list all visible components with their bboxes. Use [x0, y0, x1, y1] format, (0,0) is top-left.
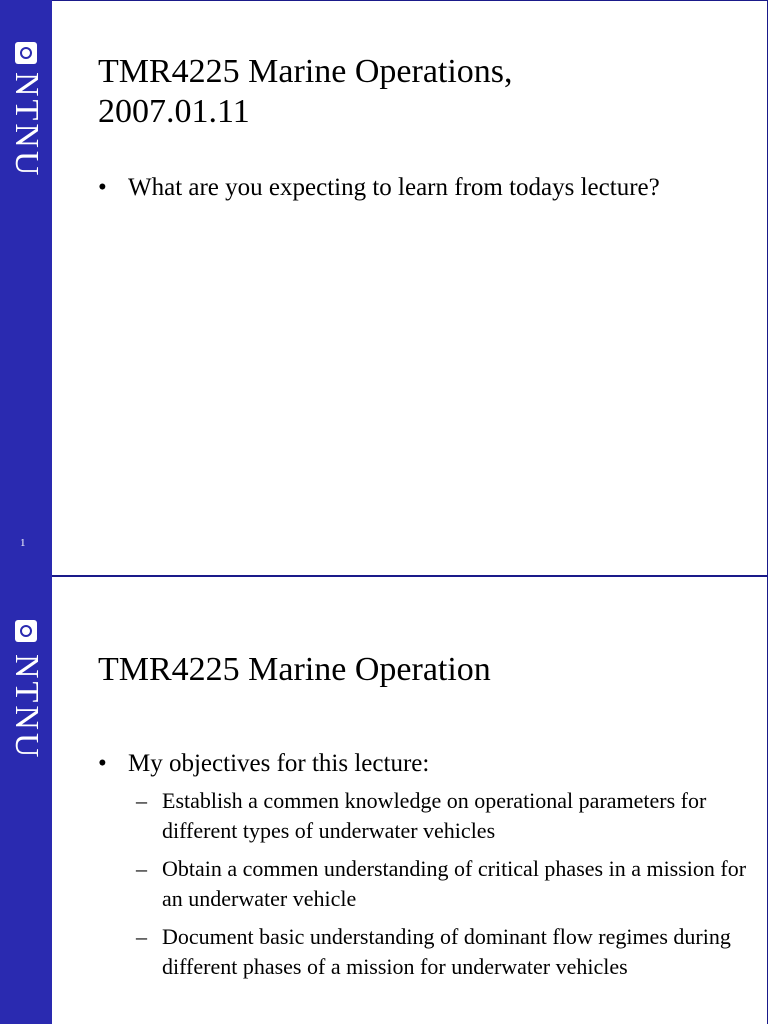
ntnu-side-bar [0, 0, 52, 576]
ntnu-side-bar [0, 576, 52, 1024]
bullet-text: What are you expecting to learn from todays lecture? [128, 174, 660, 201]
dash-marker: – [136, 924, 147, 949]
slide-title-line-2: 2007.01.11 [98, 93, 250, 130]
ntnu-logo-icon [15, 42, 37, 64]
list-item [98, 748, 747, 982]
bullet-list [98, 172, 738, 204]
dash-marker: – [136, 856, 147, 881]
sub-bullet-text: Document basic understanding of dominant flow regimes during different phases of a mission for underwater vehicles [162, 924, 731, 979]
bullet-marker: • [98, 750, 107, 777]
ntnu-logo-icon [15, 620, 37, 642]
ntnu-logo-text: NTNU [8, 72, 45, 179]
sub-list-item [128, 854, 752, 914]
bullet-list [98, 748, 747, 990]
slide-title [98, 52, 718, 132]
dash-marker: – [136, 788, 147, 813]
slide-2 [0, 576, 768, 1024]
sub-list-item [128, 922, 752, 982]
slide-title: TMR4225 Marine Operation [98, 651, 491, 688]
slide-number: 1 [20, 537, 26, 549]
sub-bullet-text: Establish a commen knowledge on operational parameters for different types of underwater vehicles [162, 788, 707, 843]
bullet-text: My objectives for this lecture: [128, 750, 430, 777]
sub-bullet-list [128, 786, 747, 982]
slide-title-line-1: TMR4225 Marine Operations, [98, 53, 513, 90]
sub-list-item [128, 786, 752, 846]
bullet-marker: • [98, 174, 107, 201]
sub-bullet-text: Obtain a commen understanding of critical phases in a mission for an underwater vehicle [162, 856, 747, 911]
list-item [98, 172, 738, 204]
ntnu-logo-text: NTNU [8, 654, 45, 761]
